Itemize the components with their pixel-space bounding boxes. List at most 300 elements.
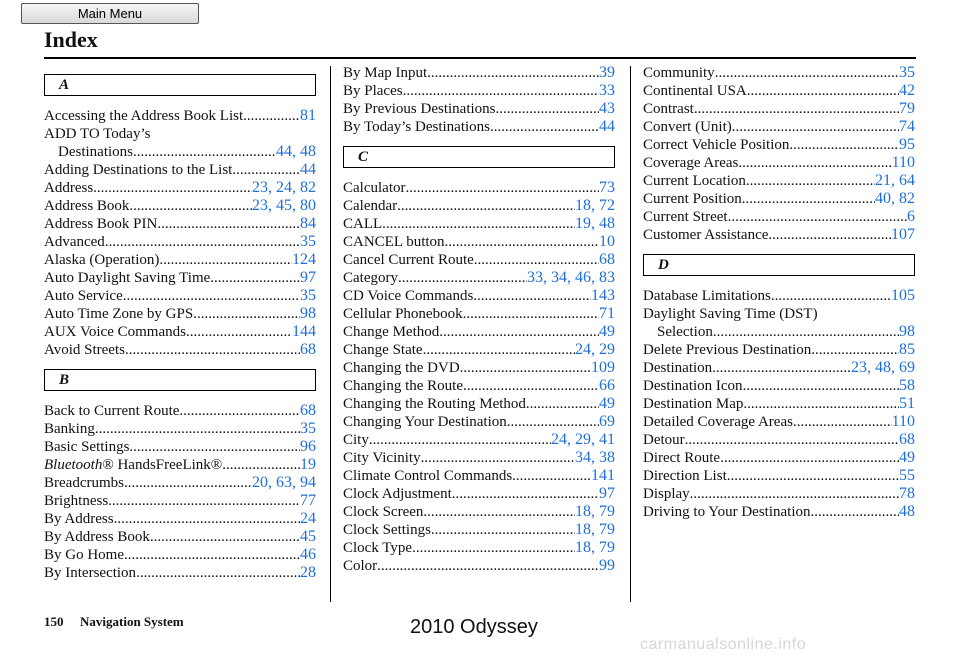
entry-term: Basic Settings bbox=[44, 439, 130, 455]
index-entry bbox=[44, 107, 316, 125]
page-link[interactable]: 23 bbox=[252, 179, 268, 196]
page-refs bbox=[599, 82, 615, 100]
page-link[interactable]: 77 bbox=[300, 492, 316, 509]
entry-term: Address bbox=[44, 180, 94, 196]
footer-model-name: 2010 Odyssey bbox=[410, 616, 538, 638]
page-refs bbox=[252, 474, 316, 492]
page-link[interactable]: 34 bbox=[575, 449, 591, 466]
page-link[interactable]: 66 bbox=[599, 377, 615, 394]
index-entry bbox=[44, 528, 316, 546]
entry-term: Destination bbox=[643, 360, 713, 376]
page-link[interactable]: 68 bbox=[599, 251, 615, 268]
page-link[interactable]: 69 bbox=[899, 359, 915, 376]
index-entry bbox=[343, 305, 615, 323]
dot-leader bbox=[124, 546, 300, 564]
page-ref-separator: , bbox=[268, 179, 276, 196]
page-refs bbox=[300, 233, 316, 251]
index-entry bbox=[343, 323, 615, 341]
page-link[interactable]: 110 bbox=[891, 413, 915, 430]
index-entry bbox=[643, 100, 915, 118]
entry-term: Direction List bbox=[643, 468, 727, 484]
entry-term: Current Street bbox=[643, 209, 728, 225]
page-link[interactable]: 48 bbox=[875, 359, 891, 376]
page-link[interactable]: 81 bbox=[300, 107, 316, 124]
entry-term: Address Book PIN bbox=[44, 216, 158, 232]
page-link[interactable]: 79 bbox=[599, 539, 615, 556]
page-ref-separator: , bbox=[591, 431, 599, 448]
index-entry bbox=[643, 82, 915, 100]
page-link[interactable]: 23 bbox=[851, 359, 867, 376]
page-refs bbox=[891, 226, 915, 244]
page-ref-separator: , bbox=[891, 190, 899, 207]
entry-term: Selection bbox=[657, 324, 713, 340]
page-refs bbox=[575, 215, 615, 233]
entry-term: CANCEL button bbox=[343, 234, 445, 250]
page-link[interactable]: 49 bbox=[599, 323, 615, 340]
index-entry bbox=[343, 557, 615, 575]
entry-term: Continental USA bbox=[643, 83, 747, 99]
dot-leader bbox=[398, 269, 527, 287]
page-link[interactable]: 96 bbox=[300, 438, 316, 455]
dot-leader bbox=[743, 377, 899, 395]
page-link[interactable]: 49 bbox=[899, 449, 915, 466]
page-refs bbox=[851, 359, 915, 377]
page-refs bbox=[899, 377, 915, 395]
page-refs bbox=[300, 287, 316, 305]
page-link[interactable]: 98 bbox=[300, 305, 316, 322]
entry-term: Accessing the Address Book List bbox=[44, 108, 244, 124]
page-ref-separator: , bbox=[292, 179, 300, 196]
page-refs bbox=[300, 492, 316, 510]
index-entry bbox=[343, 377, 615, 395]
dot-leader bbox=[690, 485, 899, 503]
page-ref-separator: , bbox=[268, 197, 276, 214]
page-ref-separator: , bbox=[891, 172, 899, 189]
page-link[interactable]: 80 bbox=[300, 197, 316, 214]
dot-leader bbox=[793, 413, 892, 431]
page-ref-separator: , bbox=[591, 449, 599, 466]
page-refs bbox=[300, 305, 316, 323]
dot-leader bbox=[712, 359, 851, 377]
page-link[interactable]: 43 bbox=[599, 100, 615, 117]
page-ref-separator: , bbox=[292, 474, 300, 491]
page-link[interactable]: 98 bbox=[899, 323, 915, 340]
page-link[interactable]: 46 bbox=[300, 546, 316, 563]
page-link[interactable]: 34 bbox=[551, 269, 567, 286]
page-link[interactable]: 45 bbox=[300, 528, 316, 545]
page-link[interactable]: 83 bbox=[599, 269, 615, 286]
dot-leader bbox=[193, 305, 300, 323]
page-link[interactable]: 41 bbox=[599, 431, 615, 448]
dot-leader bbox=[496, 100, 600, 118]
entry-term: Breadcrumbs bbox=[44, 475, 124, 491]
page-link[interactable]: 44 bbox=[599, 118, 615, 135]
dot-leader bbox=[95, 420, 300, 438]
page-refs bbox=[575, 197, 615, 215]
index-entry bbox=[643, 395, 915, 413]
index-entry bbox=[643, 208, 915, 226]
page-refs bbox=[892, 413, 915, 431]
entry-term: Customer Assistance bbox=[643, 227, 769, 243]
page-link[interactable]: 29 bbox=[599, 341, 615, 358]
page-link[interactable]: 24 bbox=[575, 341, 591, 358]
entry-term: CALL bbox=[343, 216, 383, 232]
page-link[interactable]: 35 bbox=[899, 64, 915, 81]
page-refs bbox=[276, 143, 316, 161]
index-entry bbox=[643, 172, 915, 190]
page-ref-separator: , bbox=[292, 143, 300, 160]
page-title: Index bbox=[44, 27, 98, 52]
page-link[interactable]: 18 bbox=[575, 503, 591, 520]
entry-term: City Vicinity bbox=[343, 450, 421, 466]
main-menu-button[interactable]: Main Menu bbox=[21, 3, 199, 24]
page-refs bbox=[300, 402, 316, 420]
index-entry bbox=[343, 359, 615, 377]
entry-term: Adding Destinations to the List bbox=[44, 162, 233, 178]
dot-leader bbox=[463, 377, 599, 395]
dot-leader bbox=[738, 154, 891, 172]
entry-term: Database Limitations bbox=[643, 288, 771, 304]
page-link[interactable]: 51 bbox=[899, 395, 915, 412]
entry-term: Convert (Unit) bbox=[643, 119, 732, 135]
index-entry bbox=[343, 100, 615, 118]
page-refs bbox=[300, 528, 316, 546]
index-entry bbox=[343, 503, 615, 521]
entry-term: City bbox=[343, 432, 369, 448]
index-entry bbox=[343, 197, 615, 215]
page-link[interactable]: 79 bbox=[599, 521, 615, 538]
index-entry bbox=[44, 287, 316, 305]
page-ref-separator: , bbox=[591, 215, 599, 232]
page-link[interactable]: 63 bbox=[276, 474, 292, 491]
dot-leader bbox=[210, 269, 300, 287]
page-ref-separator: , bbox=[591, 269, 599, 286]
index-entry bbox=[44, 179, 316, 197]
page-link[interactable]: 20 bbox=[252, 474, 268, 491]
page-link[interactable]: 35 bbox=[300, 233, 316, 250]
page-link[interactable]: 144 bbox=[292, 323, 316, 340]
page-ref-separator: , bbox=[591, 197, 599, 214]
page-link[interactable]: 82 bbox=[300, 179, 316, 196]
page-ref-separator: , bbox=[591, 539, 599, 556]
entry-term: Clock Settings bbox=[343, 522, 431, 538]
entry-term: By Places bbox=[343, 83, 403, 99]
page-link[interactable]: 21 bbox=[875, 172, 891, 189]
page-link[interactable]: 141 bbox=[591, 467, 615, 484]
page-ref-separator: , bbox=[567, 431, 575, 448]
index-entry bbox=[343, 431, 615, 449]
dot-leader bbox=[423, 503, 575, 521]
page-link[interactable]: 143 bbox=[591, 287, 615, 304]
dot-leader bbox=[186, 323, 292, 341]
entry-term: Destinations bbox=[58, 144, 133, 160]
page-link[interactable]: 24 bbox=[276, 179, 292, 196]
page-refs bbox=[899, 395, 915, 413]
entry-term: Destination Map bbox=[643, 396, 744, 412]
index-entry bbox=[44, 456, 316, 474]
page-link[interactable]: 42 bbox=[899, 82, 915, 99]
column-divider bbox=[630, 66, 631, 602]
entry-term: Auto Daylight Saving Time bbox=[44, 270, 211, 286]
page-link[interactable]: 33 bbox=[527, 269, 543, 286]
entry-term: Current Location bbox=[643, 173, 746, 189]
dot-leader bbox=[129, 438, 300, 456]
entry-term: Auto Service bbox=[44, 288, 123, 304]
dot-leader bbox=[403, 82, 599, 100]
page-link[interactable]: 58 bbox=[899, 377, 915, 394]
page-link[interactable]: 38 bbox=[599, 449, 615, 466]
dot-leader bbox=[423, 341, 575, 359]
index-entry bbox=[44, 420, 316, 438]
entry-term bbox=[44, 456, 222, 474]
dot-leader bbox=[490, 118, 599, 136]
page-refs bbox=[300, 456, 316, 474]
page-link[interactable]: 18 bbox=[575, 197, 591, 214]
index-entry bbox=[343, 251, 615, 269]
page-link[interactable]: 48 bbox=[300, 143, 316, 160]
page-link[interactable]: 40 bbox=[875, 190, 891, 207]
page-link[interactable]: 95 bbox=[899, 136, 915, 153]
index-entry bbox=[44, 125, 316, 143]
entry-term: Clock Screen bbox=[343, 504, 424, 520]
index-entry bbox=[343, 179, 615, 197]
dot-leader bbox=[445, 233, 599, 251]
entry-term: Avoid Streets bbox=[44, 342, 125, 358]
page-link[interactable]: 33 bbox=[599, 82, 615, 99]
page-link[interactable]: 44 bbox=[276, 143, 292, 160]
index-entry bbox=[44, 474, 316, 492]
page-ref-separator: , bbox=[591, 521, 599, 538]
dot-leader bbox=[715, 64, 899, 82]
dot-leader bbox=[427, 64, 599, 82]
dot-leader bbox=[124, 474, 252, 492]
dot-leader bbox=[507, 413, 599, 431]
index-entry bbox=[643, 118, 915, 136]
entry-term: Banking bbox=[44, 421, 95, 437]
page-link[interactable]: 79 bbox=[899, 100, 915, 117]
page-refs bbox=[899, 431, 915, 449]
page-link[interactable]: 78 bbox=[899, 485, 915, 502]
page-link[interactable]: 68 bbox=[300, 341, 316, 358]
dot-leader bbox=[412, 539, 575, 557]
entry-term: Direct Route bbox=[643, 450, 721, 466]
entry-term: Changing the Route bbox=[343, 378, 463, 394]
page-refs bbox=[300, 269, 316, 287]
entry-term: Contrast bbox=[643, 101, 694, 117]
entry-term: AUX Voice Commands bbox=[44, 324, 186, 340]
entry-term: Category bbox=[343, 270, 398, 286]
page-refs bbox=[899, 136, 915, 154]
page-link[interactable]: 73 bbox=[599, 179, 615, 196]
page-link[interactable]: 35 bbox=[300, 420, 316, 437]
page-link[interactable]: 6 bbox=[907, 208, 915, 225]
entry-term-rest: ® HandsFreeLink® bbox=[102, 457, 223, 473]
index-entry bbox=[44, 143, 316, 161]
page-link[interactable]: 68 bbox=[300, 402, 316, 419]
entry-term: By Address Book bbox=[44, 529, 150, 545]
index-entry bbox=[343, 233, 615, 251]
page-link[interactable]: 18 bbox=[575, 539, 591, 556]
entry-term: Cancel Current Route bbox=[343, 252, 474, 268]
page-link[interactable]: 97 bbox=[300, 269, 316, 286]
page-refs bbox=[300, 215, 316, 233]
index-entry bbox=[44, 546, 316, 564]
dot-leader bbox=[431, 521, 575, 539]
index-entry bbox=[44, 402, 316, 420]
entry-term: Destination Icon bbox=[643, 378, 743, 394]
page-refs bbox=[527, 269, 615, 287]
dot-leader bbox=[768, 226, 891, 244]
title-rule bbox=[44, 57, 916, 59]
page-link[interactable]: 85 bbox=[899, 341, 915, 358]
page-link[interactable]: 71 bbox=[599, 305, 615, 322]
dot-leader bbox=[405, 179, 599, 197]
page-link[interactable]: 74 bbox=[899, 118, 915, 135]
dot-leader bbox=[474, 251, 599, 269]
entry-term: By Go Home bbox=[44, 547, 124, 563]
dot-leader bbox=[382, 215, 575, 233]
index-entry bbox=[44, 305, 316, 323]
index-entry bbox=[343, 413, 615, 431]
index-entry bbox=[44, 438, 316, 456]
page-link[interactable]: 46 bbox=[575, 269, 591, 286]
page-refs bbox=[907, 208, 915, 226]
page-link[interactable]: 82 bbox=[899, 190, 915, 207]
index-entry bbox=[44, 492, 316, 510]
page-link[interactable]: 24 bbox=[300, 510, 316, 527]
page-refs bbox=[599, 118, 615, 136]
index-entry bbox=[343, 539, 615, 557]
page-refs bbox=[292, 323, 316, 341]
page-link[interactable]: 19 bbox=[300, 456, 316, 473]
index-entry bbox=[643, 359, 915, 377]
page-refs bbox=[300, 161, 316, 179]
index-entry bbox=[343, 269, 615, 287]
entry-term: Current Position bbox=[643, 191, 742, 207]
dot-leader bbox=[157, 215, 300, 233]
page-link[interactable]: 23 bbox=[252, 197, 268, 214]
page-link[interactable]: 44 bbox=[300, 161, 316, 178]
page-refs bbox=[591, 287, 615, 305]
page-refs bbox=[899, 100, 915, 118]
page-refs bbox=[899, 323, 915, 341]
entry-term: Correct Vehicle Position bbox=[643, 137, 790, 153]
dot-leader bbox=[463, 305, 599, 323]
page-link[interactable]: 28 bbox=[300, 564, 316, 581]
page-link[interactable]: 19 bbox=[575, 215, 591, 232]
page-link[interactable]: 48 bbox=[899, 503, 915, 520]
page-link[interactable]: 124 bbox=[292, 251, 316, 268]
page-refs bbox=[599, 251, 615, 269]
dot-leader bbox=[123, 287, 300, 305]
dot-leader bbox=[727, 467, 899, 485]
index-entry bbox=[44, 251, 316, 269]
page-refs bbox=[599, 305, 615, 323]
entry-term: Display bbox=[643, 486, 690, 502]
dot-leader bbox=[150, 528, 300, 546]
index-entry bbox=[343, 82, 615, 100]
page-ref-separator: , bbox=[867, 359, 875, 376]
dot-leader bbox=[243, 107, 300, 125]
page-link[interactable]: 29 bbox=[575, 431, 591, 448]
page-link[interactable]: 35 bbox=[300, 287, 316, 304]
page-link[interactable]: 48 bbox=[599, 215, 615, 232]
entry-term: Back to Current Route bbox=[44, 403, 180, 419]
index-entry bbox=[44, 564, 316, 582]
index-entry bbox=[44, 341, 316, 359]
page-link[interactable]: 45 bbox=[276, 197, 292, 214]
page-refs bbox=[575, 503, 615, 521]
index-entry bbox=[643, 154, 915, 172]
dot-leader bbox=[526, 395, 599, 413]
page-link[interactable]: 10 bbox=[599, 233, 615, 250]
page-link[interactable]: 55 bbox=[899, 467, 915, 484]
dot-leader bbox=[179, 402, 300, 420]
index-entry bbox=[643, 190, 915, 208]
dot-leader bbox=[421, 449, 575, 467]
page-link[interactable]: 97 bbox=[599, 485, 615, 502]
page-link[interactable]: 79 bbox=[599, 503, 615, 520]
page-link[interactable]: 107 bbox=[891, 226, 915, 243]
dot-leader bbox=[452, 485, 599, 503]
page-link[interactable]: 99 bbox=[599, 557, 615, 574]
entry-term: Delete Previous Destination bbox=[643, 342, 812, 358]
entry-term: Cellular Phonebook bbox=[343, 306, 463, 322]
page-refs bbox=[899, 449, 915, 467]
page-ref-separator: , bbox=[591, 341, 599, 358]
page-link[interactable]: 72 bbox=[599, 197, 615, 214]
entry-term: Color bbox=[343, 558, 378, 574]
entry-term: Detour bbox=[643, 432, 685, 448]
page-refs bbox=[891, 287, 915, 305]
page-link[interactable]: 49 bbox=[599, 395, 615, 412]
dot-leader bbox=[473, 287, 591, 305]
entry-term: Changing the Routing Method bbox=[343, 396, 526, 412]
page-link[interactable]: 105 bbox=[891, 287, 915, 304]
entry-term: Advanced bbox=[44, 234, 105, 250]
page-link[interactable]: 109 bbox=[591, 359, 615, 376]
entry-term: Clock Type bbox=[343, 540, 413, 556]
page-link[interactable]: 64 bbox=[899, 172, 915, 189]
page-link[interactable]: 39 bbox=[599, 64, 615, 81]
dot-leader bbox=[93, 179, 252, 197]
dot-leader bbox=[125, 341, 300, 359]
dot-leader bbox=[133, 143, 276, 161]
index-entry bbox=[343, 485, 615, 503]
page-refs bbox=[599, 395, 615, 413]
page-link[interactable]: 24 bbox=[551, 431, 567, 448]
page-ref-separator: , bbox=[292, 197, 300, 214]
dot-leader bbox=[771, 287, 891, 305]
page-link[interactable]: 18 bbox=[575, 521, 591, 538]
page-refs bbox=[300, 341, 316, 359]
page-refs bbox=[300, 546, 316, 564]
page-ref-separator: , bbox=[567, 269, 575, 286]
section-header: A bbox=[44, 74, 316, 96]
dot-leader bbox=[114, 510, 300, 528]
dot-leader bbox=[397, 197, 575, 215]
page-link[interactable]: 84 bbox=[300, 215, 316, 232]
entry-term: Coverage Areas bbox=[643, 155, 739, 171]
page-link[interactable]: 68 bbox=[899, 431, 915, 448]
page-link[interactable]: 110 bbox=[891, 154, 915, 171]
page-refs bbox=[575, 539, 615, 557]
page-link[interactable]: 69 bbox=[599, 413, 615, 430]
entry-term: Driving to Your Destination bbox=[643, 504, 811, 520]
page-link[interactable]: 94 bbox=[300, 474, 316, 491]
entry-term: By Map Input bbox=[343, 65, 428, 81]
index-entry bbox=[343, 449, 615, 467]
